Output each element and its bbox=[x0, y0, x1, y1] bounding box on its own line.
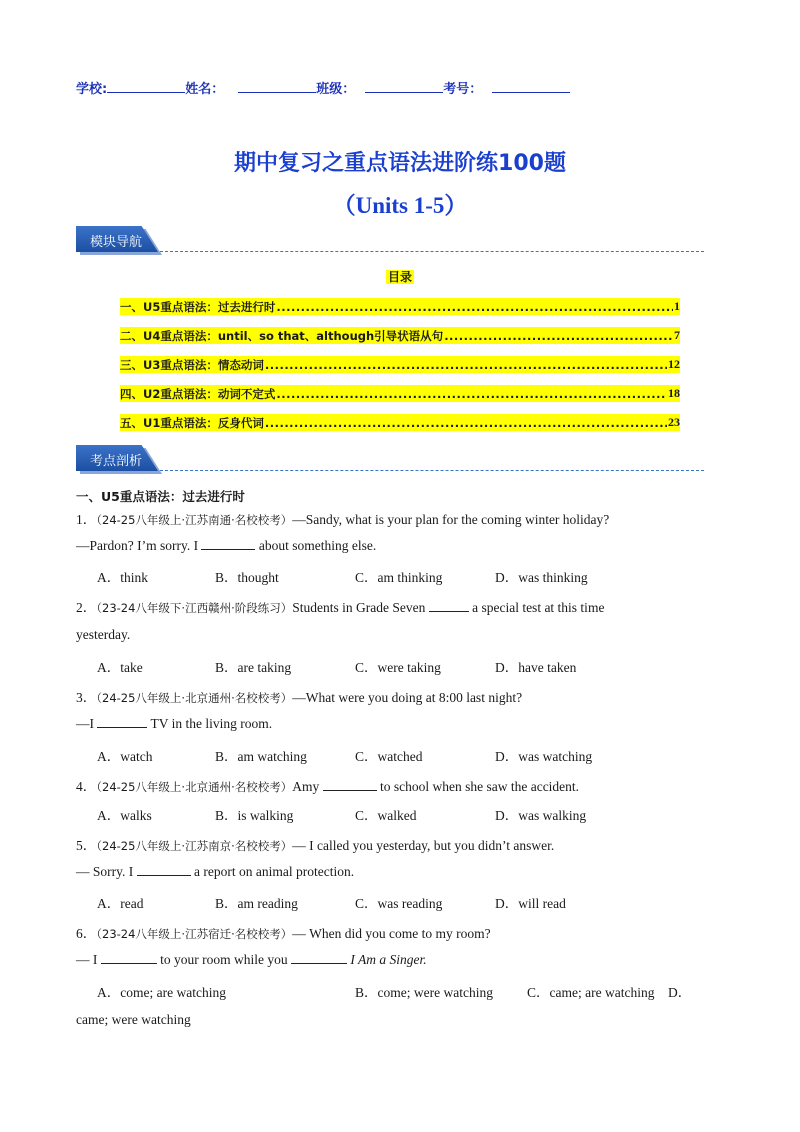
answer-blank bbox=[97, 715, 147, 728]
option[interactable]: C．were taking bbox=[355, 660, 441, 675]
option[interactable]: D． bbox=[668, 985, 692, 1000]
question-3-line2: —I TV in the living room. bbox=[76, 716, 273, 731]
answer-blank bbox=[101, 951, 157, 964]
class-label: 班级： bbox=[316, 82, 356, 97]
section-heading: 一、U5重点语法：过去进行时 bbox=[76, 489, 245, 504]
answer-blank bbox=[429, 599, 469, 612]
option[interactable]: B．am watching bbox=[215, 749, 307, 764]
option[interactable]: A．think bbox=[97, 570, 149, 585]
question-6: 6．（23-24八年级上·江苏宿迁·名校校考）— When did you come to my room? bbox=[76, 926, 491, 941]
question-4: 4．（24-25八年级上·北京通州·名校校考）Amy to school when she saw the accident. bbox=[76, 779, 580, 794]
module-nav-label: 模块导航 bbox=[90, 235, 143, 250]
option[interactable]: A．read bbox=[97, 896, 144, 911]
option[interactable]: C．am thinking bbox=[355, 570, 443, 585]
page-subtitle: （Units 1-5） bbox=[332, 193, 468, 218]
name-label: 姓名： bbox=[185, 82, 225, 97]
option[interactable]: C．was reading bbox=[355, 896, 443, 911]
option[interactable]: D．was watching bbox=[495, 749, 593, 764]
option[interactable]: A．watch bbox=[97, 749, 153, 764]
option[interactable]: A．take bbox=[97, 660, 143, 675]
option[interactable]: D．was thinking bbox=[495, 570, 588, 585]
answer-blank bbox=[137, 863, 191, 876]
analysis-label: 考点剖析 bbox=[90, 454, 143, 469]
question-2: 2．（23-24八年级下·江西赣州·阶段练习）Students in Grade Seven a special test at this time bbox=[76, 600, 605, 615]
number-blank bbox=[492, 80, 570, 93]
question-5-line2: — Sorry. I a report on animal protection. bbox=[76, 864, 355, 879]
answer-blank bbox=[201, 537, 255, 550]
divider bbox=[160, 251, 704, 252]
number-label: 考号： bbox=[443, 82, 483, 97]
toc-heading: 目录 bbox=[387, 270, 412, 284]
option[interactable]: B．is walking bbox=[215, 808, 294, 823]
question-5: 5．（24-25八年级上·江苏南京·名校校考）— I called you yesterday, but you didn’t answer. bbox=[76, 838, 555, 853]
option[interactable]: A．come; are watching bbox=[97, 985, 226, 1000]
toc-item[interactable]: 一、U5重点语法：过去进行时 ..... 1 bbox=[120, 298, 680, 315]
school-blank bbox=[107, 80, 185, 93]
student-info-line bbox=[76, 78, 570, 97]
question-6-line2: — I to your room while you I Am a Singer. bbox=[76, 952, 427, 967]
option[interactable]: C．walked bbox=[355, 808, 417, 823]
divider bbox=[160, 470, 704, 471]
name-blank bbox=[238, 80, 316, 93]
toc-item[interactable]: 二、U4重点语法：until、so that、although引导状语从句 ..... 7 bbox=[120, 327, 680, 344]
option[interactable]: D．will read bbox=[495, 896, 566, 911]
option-d-continued[interactable]: came; were watching bbox=[76, 1012, 191, 1027]
option[interactable]: C．watched bbox=[355, 749, 423, 764]
question-3: 3．（24-25八年级上·北京通州·名校校考）—What were you doing at 8:00 last night? bbox=[76, 690, 523, 705]
page-title: 期中复习之重点语法进阶练100题 bbox=[234, 151, 566, 176]
option[interactable]: D．have taken bbox=[495, 660, 577, 675]
toc-item[interactable]: 三、U3重点语法：情态动词 ..... 12 bbox=[120, 356, 680, 373]
option[interactable]: C．came; are watching bbox=[527, 985, 655, 1000]
toc-item[interactable]: 四、U2重点语法：动词不定式 ..... 18 bbox=[120, 385, 680, 402]
question-1: 1．（24-25八年级上·江苏南通·名校校考）—Sandy, what is your plan for the coming winter holiday? bbox=[76, 512, 610, 527]
answer-blank bbox=[291, 951, 347, 964]
option[interactable]: B．are taking bbox=[215, 660, 292, 675]
option[interactable]: B．am reading bbox=[215, 896, 298, 911]
question-2-line2: yesterday. bbox=[76, 627, 131, 642]
school-label: 学校: bbox=[76, 82, 108, 97]
option[interactable]: A．walks bbox=[97, 808, 152, 823]
class-blank bbox=[365, 80, 443, 93]
question-1-line2: —Pardon? I’m sorry. I about something else. bbox=[76, 538, 377, 553]
option[interactable]: B．come; were watching bbox=[355, 985, 493, 1000]
option[interactable]: D．was walking bbox=[495, 808, 587, 823]
toc-item[interactable]: 五、U1重点语法：反身代词 ..... 23 bbox=[120, 414, 680, 431]
option[interactable]: B．thought bbox=[215, 570, 279, 585]
answer-blank bbox=[323, 778, 377, 791]
